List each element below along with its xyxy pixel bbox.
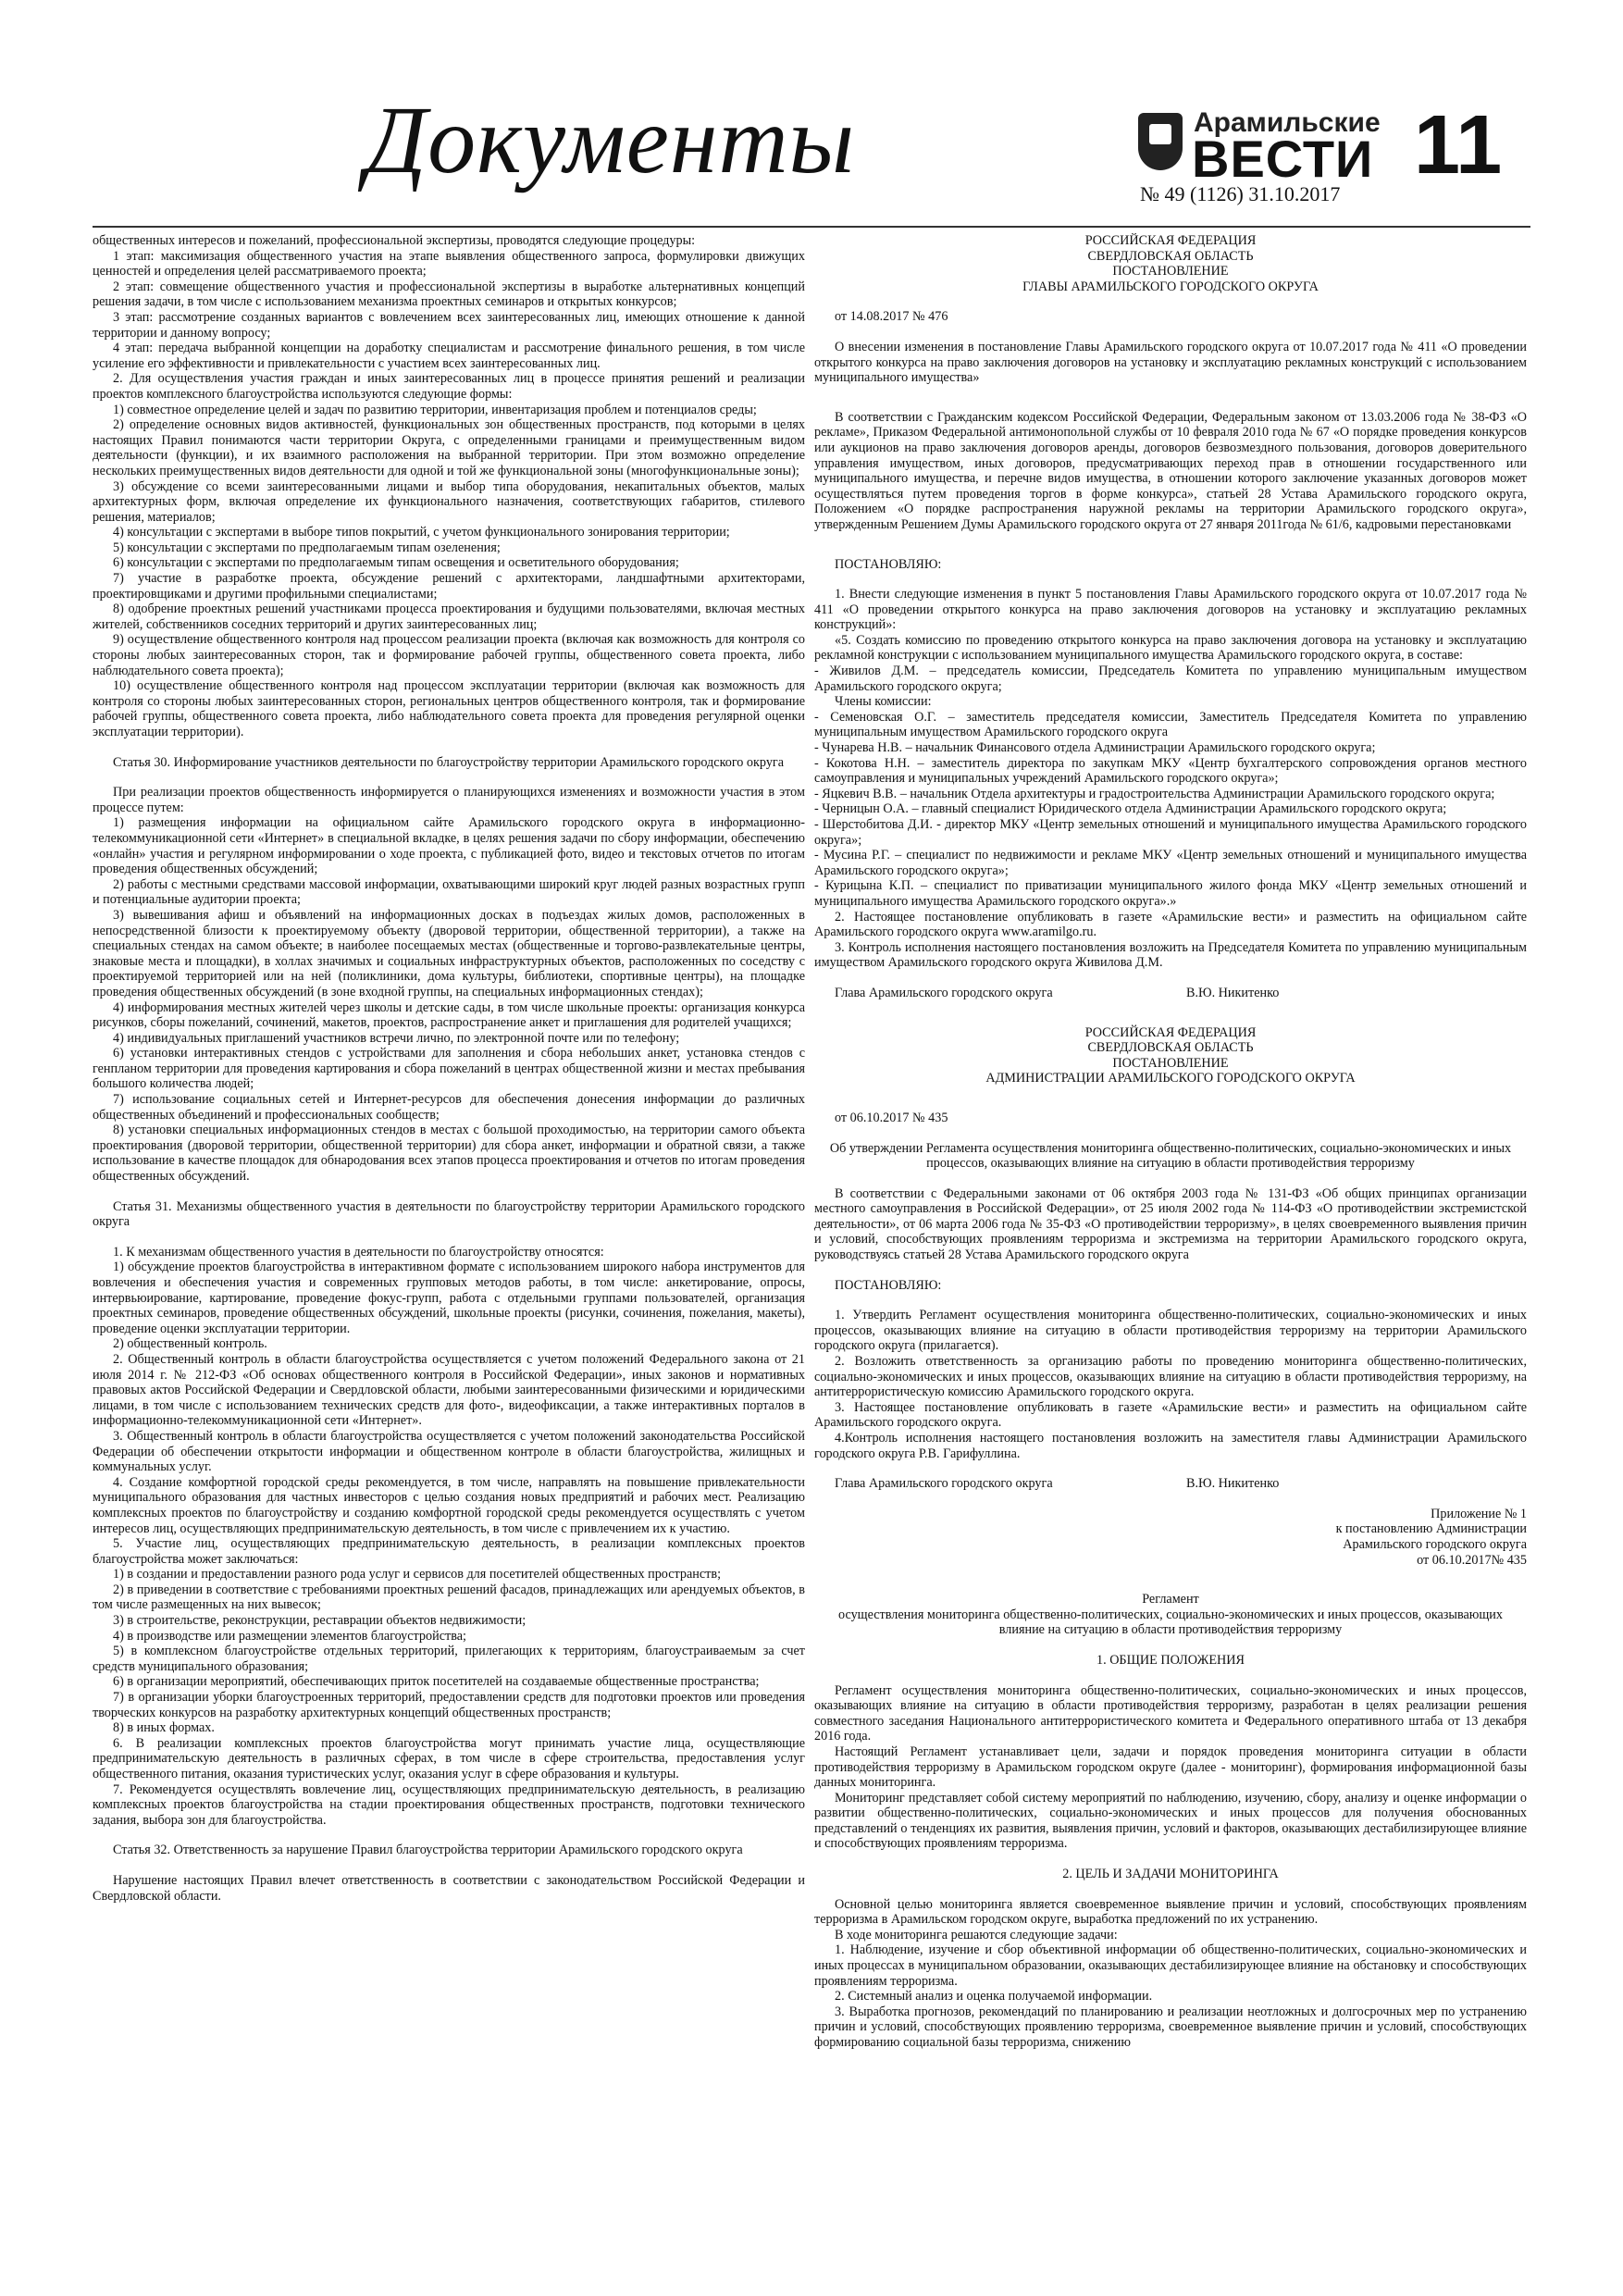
paragraph: Нарушение настоящих Правил влечет ответственность в соответствии с законодательством Российской Федерации и Свердловской области. xyxy=(93,1872,805,1904)
section-heading: 1. ОБЩИЕ ПОЛОЖЕНИЯ xyxy=(1096,1652,1245,1668)
paragraph: «5. Создать комиссию по проведению открытого конкурса на право заключения договора на установку и эксплуатацию рекламной конструкции с использованием муниципального имущества Арамильского городского округа, в составе: xyxy=(814,632,1527,664)
paragraph: В ходе мониторинга решаются следующие задачи: xyxy=(835,1927,1118,1942)
paragraph: 5) консультации с экспертами по предполагаемым типам озеленения; xyxy=(113,540,501,555)
doc-title: Об утверждении Регламента осуществления мониторинга общественно-политических, социально-экономических и иных процессов, оказывающих влияние на ситуацию в области противодействия терроризму xyxy=(829,1140,1512,1172)
paragraph: 2. Возложить ответственность за организацию работы по проведению мониторинга общественно-политических, социально-экономических и иных процессов, оказывающих влияние на ситуацию в области противодействия терроризму, на антитеррористическую комиссию Арамильского городского округа. xyxy=(814,1354,1527,1400)
paragraph: 1 этап: максимизация общественного участия на этапе выявления общественного запроса, формулировки движущих ценностей и определения целей рассматриваемого проекта; xyxy=(93,248,805,279)
member: - Шерстобитова Д.И. - директор МКУ «Центр земельных отношений и муниципального имущества Арамильского городского округа»; xyxy=(814,817,1527,848)
paragraph: 10) осуществление общественного контроля над процессом эксплуатации территории (включая как возможность для контроля со стороны любых заинтересованных сторон, региональных центров общественного контроля, так и формирование рабочей группы, общественного совета проекта, либо наблюдательного совета проекта для проведения регулярной оценки эксплуатации территории). xyxy=(93,678,805,739)
paragraph: 3. Контроль исполнения настоящего постановления возложить на Председателя Комитета по управлению муниципальным имуществом Арамильского городского округа Живилова Д.М. xyxy=(814,939,1527,971)
paragraph: 3. Настоящее постановление опубликовать в газете «Арамильские вести» и разместить на официальном сайте Арамильского городского округа. xyxy=(814,1399,1527,1431)
paragraph: 1. Наблюдение, изучение и сбор объективной информации об общественно-политических, социально-экономических и иных процессах в муниципальном образовании, оказывающих дестабилизирующее влияние на обстановку и способствующих проявлениям терроризма. xyxy=(814,1942,1527,1989)
signature-title: Глава Арамильского городского округа xyxy=(835,985,1053,1000)
member: - Кокотова Н.Н. – заместитель директора по закупкам МКУ «Центр бухгалтерского сопровождения органов местного самоуправления и муниципальных учреждений Арамильского городского округа»; xyxy=(814,755,1527,787)
paragraph: 4 этап: передача выбранной концепции на доработку специалистам и рассмотрение финального решения, в том числе усиление его эффективности и привлекательности с участием всех заинтересованных лиц. xyxy=(93,341,805,371)
paragraph: При реализации проектов общественность информируется о планирующихся изменениях и возможности участия в этом процессе путем: xyxy=(93,785,805,815)
paragraph: В соответствии с Гражданским кодексом Российской Федерации, Федеральным законом от 13.03.2006 года № 38-ФЗ «О рекламе», Приказом Федеральной антимонопольной службы от 10 февраля 2010 года № 67 «О порядке проведения конкурсов или аукционов на право заключения договоров аренды, договоров безвозмездного пользования, договоров доверительного управления имуществом, иных договоров, предусматривающих переход прав в отношении государственного или муниципального имущества, и перечне видов имущества, в отношении которого заключение указанных договоров может осуществляться путем проведения торгов в форме конкурса», статьей 28 Устава Арамильского городского округа, Положением «О порядке распространения наружной рекламы на территории Арамильского городского округа», утвержденным Решением Думы Арамильского городского округа от 27 января 2011года № 61/6, кадровыми перестановками xyxy=(814,409,1527,532)
member: - Черницын О.А. – главный специалист Юридического отдела Администрации Арамильского городского округа; xyxy=(814,801,1447,817)
annex-line: Арамильского городского округа xyxy=(1343,1536,1527,1552)
paragraph: 1. К механизмам общественного участия в деятельности по благоустройству относятся: xyxy=(113,1244,604,1260)
paragraph: Настоящий Регламент устанавливает цели, задачи и порядок проведения мониторинга ситуации в области противодействия терроризму в Арамильском городском округе (далее - мониторинг), формирования информационной базы данных мониторинга. xyxy=(814,1744,1527,1791)
paragraph: 8) установки специальных информационных стендов в местах с большой проходимостью, на территории самого объекта проектирования (дворовой территории, общественной территории) для сбора анкет, информации и обратной связи, а также использование в качестве площадок для обнародования всех этапов процесса проектирования и отчетов по итогам проведения общественных обсуждений. xyxy=(93,1123,805,1185)
doc-heading-line: РОССИЙСКАЯ ФЕДЕРАЦИЯ xyxy=(1084,233,1257,248)
paragraph: 2. Для осуществления участия граждан и иных заинтересованных лиц в процессе принятия решений и реализации проектов комплексного благоустройства используются следующие формы: xyxy=(93,371,805,402)
paragraph: Основной целью мониторинга является своевременное выявление причин и условий, способствующих проявлениям терроризма в Арамильском городском округе, выработка предложений по их устранению. xyxy=(814,1896,1527,1928)
left-column xyxy=(93,233,805,2269)
paragraph: 3. Выработка прогнозов, рекомендаций по планированию и реализации неотложных и долгосрочных мер по устранению причин и условий, способствующих проявлению терроризма, своевременное выявление причин и условий, способствующих формированию социальной базы терроризма, снижению xyxy=(814,2004,1527,2050)
section-heading: 2. ЦЕЛЬ И ЗАДАЧИ МОНИТОРИНГА xyxy=(1062,1867,1279,1882)
member: - Яцкевич В.В. – начальник Отдела архитектуры и градостроительства Администрации Арамильского городского округа; xyxy=(814,786,1495,801)
paragraph: 7. Рекомендуется осуществлять вовлечение лиц, осуществляющих предпринимательскую деятельность, в реализацию комплексных проектов благоустройства на стадии проектирования общественных пространств, подготовки технического задания, выбора зон для благоустройства. xyxy=(93,1781,805,1828)
paragraph: 2) в приведении в соответствие с требованиями проектных решений фасадов, принадлежащих или арендуемых объектов, в том числе размещенных на них вывесок; xyxy=(93,1582,805,1613)
paragraph: 3) вывешивания афиш и объявлений на информационных досках в подъездах жилых домов, расположенных в непосредственной близости к проектируемому объекту (дворовой территории, общественной территории), а также на специальных стендах на самом объекте; в наиболее посещаемых местах (общественные и торгово-развлекательные центры, знаковые места и площадки), в холлах значимых и социальных инфраструктурных объектов, расположенных по соседству с проектируемой территорией или на ней (поликлиники, дома культуры, библиотеки, спортивные центры), на площадке проведения общественных обсуждений (в зоне входной группы, на специальных информационных стендах); xyxy=(93,907,805,999)
paragraph: 4) информирования местных жителей через школы и детские сады, в том числе школьные проекты: организация конкурса рисунков, сборы пожеланий, сочинений, макетов, проектов, распространение анкет и приглашения для родителей учащихся; xyxy=(93,999,805,1031)
doc-heading-line: ГЛАВЫ АРАМИЛЬСКОГО ГОРОДСКОГО ОКРУГА xyxy=(1022,279,1319,294)
paragraph: 6) в организации мероприятий, обеспечивающих приток посетителей на создаваемые общественные пространства; xyxy=(113,1674,760,1690)
doc-heading-line: РОССИЙСКАЯ ФЕДЕРАЦИЯ xyxy=(1084,1024,1257,1040)
doc-title: О внесении изменения в постановление Главы Арамильского городского округа от 10.07.2017 года № 411 «О проведении открытого конкурса на право заключения договоров на установку и эксплуатацию рекламных конструкций с использованием муниципального имущества» xyxy=(814,339,1527,386)
masthead xyxy=(0,0,1623,222)
newspaper-logo xyxy=(1138,104,1379,187)
annex-line: Приложение № 1 xyxy=(1431,1506,1527,1521)
member: - Живилов Д.М. – председатель комиссии, Председатель Комитета по управлению муниципальным имуществом Арамильского городского округа; xyxy=(814,664,1527,694)
decree-word: ПОСТАНОВЛЯЮ: xyxy=(835,1277,942,1293)
paragraph: 4) консультации с экспертами в выборе типов покрытий, с учетом функционального зонирования территории; xyxy=(113,525,730,540)
paragraph: 2 этап: совмещение общественного участия и профессиональной экспертизы в выработке альтернативных концепций решения задачи, в том числе с использованием механизма проектных семинаров и открытых конкурсов; xyxy=(93,279,805,310)
paragraph: 4) в производстве или размещении элементов благоустройства; xyxy=(113,1628,466,1644)
member: - Чунарева Н.В. – начальник Финансового отдела Администрации Арамильского городского округа; xyxy=(814,740,1376,756)
paragraph: 9) осуществление общественного контроля над процессом реализации проекта (включая как возможность для контроля со стороны любых заинтересованных сторон, так и формирование рабочей группы, общественного совета проекта, либо наблюдательного совета проекта); xyxy=(93,632,805,678)
doc-date: от 06.10.2017 № 435 xyxy=(835,1110,948,1125)
paragraph: 1) размещения информации на официальном сайте Арамильского городского округа в информационно-телекоммуникационной сети «Интернет» в специальной вкладке, в целях решения задачи по сбору информации, обеспечению «онлайн» участия и регулярном информировании о ходе проекта, с публикацией фото, видео и текстовых отчетов по итогам проведения общественных обсуждений; xyxy=(93,815,805,877)
paragraph: 4. Создание комфортной городской среды рекомендуется, в том числе, направлять на повышение привлекательности муниципального образования для частных инвесторов с целью создания новых предприятий и рабочих мест. Реализацию комплексных проектов по благоустройству и созданию комфортной городской среды рекомендуется осуществлять с учетом интересов лиц, осуществляющих предпринимательскую деятельность, в том числе с привлечением их к участию. xyxy=(93,1474,805,1536)
header-divider xyxy=(93,226,1530,228)
doc-date: от 14.08.2017 № 476 xyxy=(835,309,948,325)
paragraph: 5) в комплексном благоустройстве отдельных территорий, прилегающих к территориям, благоустраиваемым за счет средств муниципального образования; xyxy=(93,1644,805,1674)
article-heading: Статья 30. Информирование участников деятельности по благоустройству территории Арамильского городского округа xyxy=(113,754,785,770)
member: - Мусина Р.Г. – специалист по недвижимости и рекламе МКУ «Центр земельных отношений и муниципального имущества Арамильского городского округа»; xyxy=(814,848,1527,878)
member: - Семеновская О.Г. – заместитель председателя комиссии, Заместитель Председателя Комитета по управлению муниципальным имуществом Арамильского городского округа xyxy=(814,709,1527,740)
coat-of-arms-icon xyxy=(1138,113,1183,170)
paragraph: 6) консультации с экспертами по предполагаемым типам освещения и осветительного оборудования; xyxy=(113,555,679,571)
paragraph: общественных интересов и пожеланий, профессиональной экспертизы, проводятся следующие процедуры: xyxy=(93,233,696,248)
paragraph: 2) работы с местными средствами массовой информации, охватывающими широкий круг людей разных возрастных групп и потенциальные аудитории проекта; xyxy=(93,876,805,908)
doc-heading-line: АДМИНИСТРАЦИИ АРАМИЛЬСКОГО ГОРОДСКОГО ОКРУГА xyxy=(985,1071,1356,1086)
paragraph: 1) обсуждение проектов благоустройства в интерактивном формате с использованием широкого набора инструментов для вовлечения и обеспечения участия и современных групповых методов работы, в том числе: анкетирование, опросы, интервьюирование, картирование, проведение фокус-групп, работа с отдельными группами пользователей, организация проектных семинаров, проведение общественных обсуждений, школьные проекты (рисунки, сочинения, пожелания, макеты), проведение оценки эксплуатации территории. xyxy=(93,1260,805,1336)
paragraph: 2) общественный контроль. xyxy=(113,1336,267,1352)
paragraph: 1) совместное определение целей и задач по развитию территории, инвентаризация проблем и потенциалов среды; xyxy=(113,402,757,417)
paragraph: 1. Внести следующие изменения в пункт 5 постановления Главы Арамильского городского округа от 10.07.2017 года № 411 «О проведении открытого конкурса на право заключения договоров на установку и эксплуатацию рекламных конструкций»: xyxy=(814,587,1527,633)
paragraph: В соответствии с Федеральными законами от 06 октября 2003 года № 131-ФЗ «Об общих принципах организации местного самоуправления в Российской Федерации», от 25 июля 2002 года № 114-ФЗ «О противодействии экстремистской деятельности», от 06 марта 2006 года № 35-ФЗ «О противодействии терроризму», в целях своевременного выявления причин и условий, способствующих проявлениям терроризма и экстремизма на территории Арамильского городского округа, руководствуясь статьей 28 Устава Арамильского городского округа xyxy=(814,1185,1527,1263)
decree-word: ПОСТАНОВЛЯЮ: xyxy=(835,556,942,572)
signature-line xyxy=(814,986,1527,1001)
signature-line xyxy=(814,1476,1527,1492)
paragraph: 3 этап: рассмотрение созданных вариантов с вовлечением всех заинтересованных лиц, имеющих отношение к данной территории и данному вопросу; xyxy=(93,309,805,341)
paragraph: 7) в организации уборки благоустроенных территорий, предоставлении средств для подготовки проектов или проведения творческих конкурсов на разработку архитектурных концепций общественных пространств; xyxy=(93,1690,805,1720)
right-column xyxy=(814,233,1527,2269)
paragraph: 3. Общественный контроль в области благоустройства осуществляется с учетом положений законодательства Российской Федерации об обеспечении открытости информации и общественном контроле в области благоустройства, жилищных и коммунальных услуг. xyxy=(93,1428,805,1475)
logo-main-text: ВЕСТИ xyxy=(1192,130,1374,188)
paragraph: 6) установки интерактивных стендов с устройствами для заполнения и сбора небольших анкет, установка стендов с генпланом территории для проведения картирования и сбора пожеланий в центрах общественной жизни и местах пребывания большого количества людей; xyxy=(93,1046,805,1092)
member: - Курицына К.П. – специалист по приватизации муниципального жилого фонда МКУ «Центр земельных отношений и муниципального имущества Арамильского городского округа».» xyxy=(814,878,1527,909)
member: Члены комиссии: xyxy=(835,694,932,710)
regulation-subtitle: осуществления мониторинга общественно-политических, социально-экономических и иных процессов, оказывающих влияние на ситуацию в области противодействия терроризму xyxy=(838,1607,1503,1638)
paragraph: 5. Участие лиц, осуществляющих предпринимательскую деятельность, в реализации комплексных проектов благоустройства может заключаться: xyxy=(93,1536,805,1567)
doc-heading-line: ПОСТАНОВЛЕНИЕ xyxy=(1112,1055,1229,1071)
section-title: Документы xyxy=(365,87,856,193)
annex-line: от 06.10.2017№ 435 xyxy=(1417,1552,1527,1568)
paragraph: Регламент осуществления мониторинга общественно-политических, социально-экономических и иных процессов, оказывающих влияние на ситуацию в области противодействия терроризму, разработан в целях реализации решения совместного заседания Национального антитеррористического комитета и Федерального оперативного штаба от 13 декабря 2016 года. xyxy=(814,1682,1527,1744)
signature-name: В.Ю. Никитенко xyxy=(1186,1476,1280,1492)
paragraph: 3) обсуждение со всеми заинтересованными лицами и выбор типа оборудования, некапитальных объектов, малых архитектурных форм, включая определение их функционального назначения, соответствующих габаритов, стилевого решения, материалов; xyxy=(93,478,805,525)
paragraph: 4) индивидуальных приглашений участников встречи лично, по электронной почте или по телефону; xyxy=(113,1030,680,1046)
paragraph: 7) участие в разработке проекта, обсуждение решений с архитекторами, ландшафтными архитекторами, проектировщиками и другими профильными специалистами; xyxy=(93,571,805,602)
doc-heading-line: СВЕРДЛОВСКАЯ ОБЛАСТЬ xyxy=(1087,248,1254,264)
paragraph: 4.Контроль исполнения настоящего постановления возложить на заместителя главы Администрации Арамильского городского округа Р.В. Гарифуллина. xyxy=(814,1431,1527,1461)
doc-heading-line: ПОСТАНОВЛЕНИЕ xyxy=(1112,264,1229,279)
doc-heading-line: СВЕРДЛОВСКАЯ ОБЛАСТЬ xyxy=(1087,1040,1254,1056)
paragraph: 2) определение основных видов активностей, функциональных зон общественных пространств, под которыми в целях настоящих Правил понимаются части территории Округа, с определенными границами и преимущественным видом деятельности (функции), и их взаимного расположения на выбранной территории. При этом возможно определение нескольких преимущественных видов деятельности для одной и той же функциональной зоны (многофункциональные зоны); xyxy=(93,417,805,478)
logo-top-text: Арамильские xyxy=(1194,107,1381,138)
paragraph: 7) использование социальных сетей и Интернет-ресурсов для обеспечения донесения информации до различных общественных объединений и профессиональных сообществ; xyxy=(93,1092,805,1123)
signature-name: В.Ю. Никитенко xyxy=(1186,985,1280,1000)
regulation-title: Регламент xyxy=(1142,1592,1199,1607)
paragraph: 1. Утвердить Регламент осуществления мониторинга общественно-политических, социально-экономических и иных процессов, оказывающих влияние на ситуацию в области противодействия терроризму на территории Арамильского городского округа (прилагается). xyxy=(814,1308,1527,1354)
paragraph: 6. В реализации комплексных проектов благоустройства могут принимать участие лица, осуществляющие предпринимательскую деятельность в различных сферах, в том числе в сфере строительства, предоставления услуг общественного питания, оказания туристических услуг, оказания услуг в сфере образования и культуры. xyxy=(93,1735,805,1781)
signature-title: Глава Арамильского городского округа xyxy=(835,1476,1053,1492)
paragraph: 2. Системный анализ и оценка получаемой информации. xyxy=(835,1989,1153,2004)
paragraph: 8) в иных формах. xyxy=(113,1720,215,1736)
paragraph: 1) в создании и предоставлении разного рода услуг и сервисов для посетителей общественных пространств; xyxy=(113,1567,722,1582)
paragraph: 2. Общественный контроль в области благоустройства осуществляется с учетом положений Федерального закона от 21 июля 2014 г. № 212-ФЗ «Об основах общественного контроля в Российской Федерации», иных законов и нормативных правовых актов Российской Федерации и Свердловской области, любыми заинтересованными физическими и юридическими лицами, в том числе с использованием технических средств для фото-, видеофиксации, а также интерактивных порталов в информационно-телекоммуникационной сети «Интернет». xyxy=(93,1351,805,1429)
annex-line: к постановлению Администрации xyxy=(1335,1521,1527,1537)
article-heading: Статья 31. Механизмы общественного участия в деятельности по благоустройству территории Арамильского городского округа xyxy=(93,1198,805,1230)
paragraph: 3) в строительстве, реконструкции, реставрации объектов недвижимости; xyxy=(113,1613,527,1629)
paragraph: 8) одобрение проектных решений участниками процесса проектирования и будущими пользователями, включая местных жителей, собственников соседних территорий и других заинтересованных лиц; xyxy=(93,602,805,632)
issue-info: № 49 (1126) 31.10.2017 xyxy=(1140,182,1341,205)
page-number: 11 xyxy=(1414,99,1503,192)
paragraph: 2. Настоящее постановление опубликовать в газете «Арамильские вести» и разместить на официальном сайте Арамильского городского округа www.aramilgo.ru. xyxy=(814,909,1527,940)
paragraph: Мониторинг представляет собой систему мероприятий по наблюдению, изучению, сбору, анализу и оценке информации о развитии общественно-политических, социально-экономических и иных процессов для получения обоснованных представлений о тенденциях их развития, выявления причин, условий и факторов, оказывающих дестабилизирующее влияние и способствующих проявлениям терроризма. xyxy=(814,1790,1527,1852)
article-heading: Статья 32. Ответственность за нарушение Правил благоустройства территории Арамильского городского округа xyxy=(113,1843,743,1858)
